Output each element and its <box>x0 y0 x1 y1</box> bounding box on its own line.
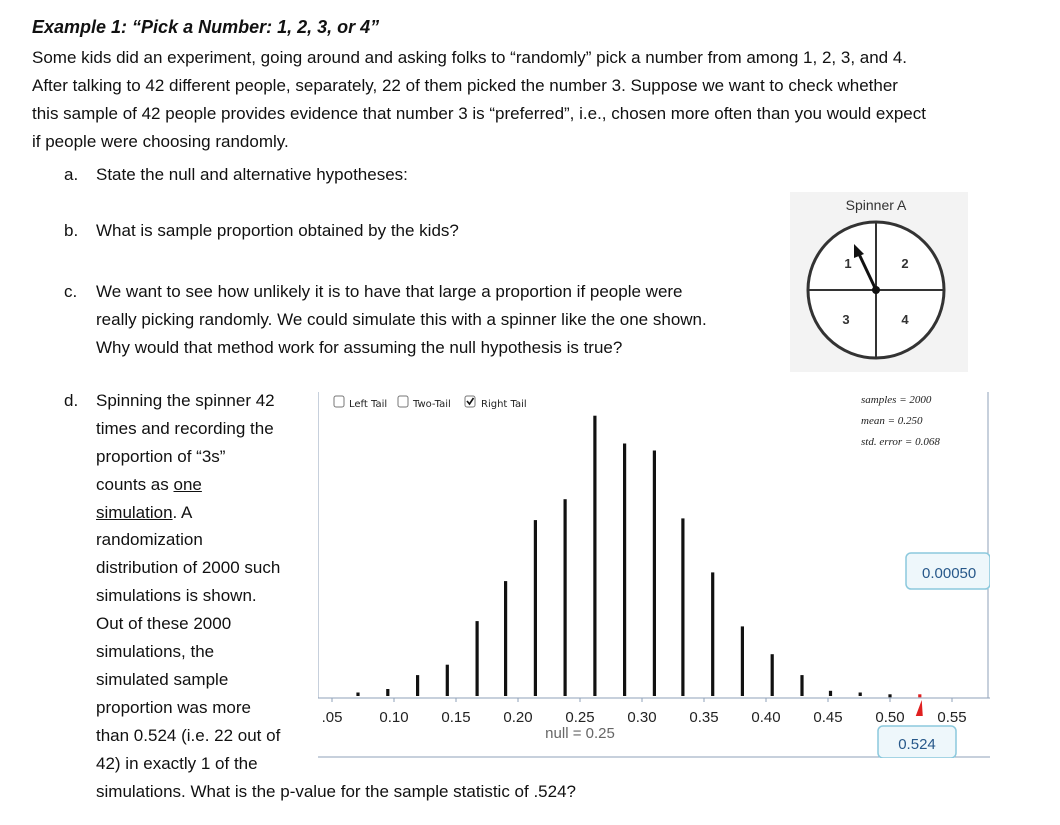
bar-0.071 <box>356 693 359 697</box>
x-tick-label: 0.10 <box>379 709 409 726</box>
intro-line-3: this sample of 42 people provides evidence that number 3 is “preferred”, i.e., chosen more often than you would expect <box>32 104 926 123</box>
bar-0.429 <box>800 675 803 696</box>
x-axis-ticks <box>322 698 967 726</box>
tail-proportion-box[interactable] <box>906 553 990 589</box>
intro-line-4: if people were choosing randomly. <box>32 132 289 151</box>
bar-0.238 <box>564 499 567 696</box>
bar-0.333 <box>681 518 684 696</box>
two-tail-label: Two-Tail <box>413 399 451 410</box>
spinner-section-4: 4 <box>901 312 909 327</box>
question-c-line-3: Why would that method work for assuming the null hypothesis is true? <box>96 338 623 357</box>
question-a-text: State the null and alternative hypotheses: <box>96 165 408 184</box>
bar-0.452 <box>829 691 832 696</box>
spinner-graphic <box>790 192 968 372</box>
stat-samples: samples = 2000 <box>861 394 932 406</box>
intro-line-2: After talking to 42 different people, separately, 22 of them picked the number 3. Suppose we want to check whether <box>32 76 898 95</box>
left-tail-option[interactable] <box>334 396 387 410</box>
spinner-section-2: 2 <box>901 256 909 271</box>
two-tail-checkbox[interactable] <box>398 396 408 407</box>
right-tail-label: Right Tail <box>481 399 527 410</box>
question-d-line-7: distribution of 2000 such <box>96 558 281 577</box>
spinner-title: Spinner A <box>845 197 907 213</box>
question-c-line-1: We want to see how unlikely it is to have that large a proportion if people were <box>96 282 683 301</box>
bar-0.381 <box>741 626 744 696</box>
question-d-line-9: Out of these 2000 <box>96 614 232 633</box>
bar-0.476 <box>859 693 862 697</box>
x-tick-label: 0.15 <box>441 709 471 726</box>
cutoff-value: 0.524 <box>898 736 936 753</box>
simulation-underlined: simulation <box>96 503 173 522</box>
x-tick-label: 0.20 <box>503 709 533 726</box>
intro-line-1: Some kids did an experiment, going around and asking folks to “randomly” pick a number from among 1, 2, 3, and 4. <box>32 48 908 67</box>
x-tick-label: 0.25 <box>565 709 595 726</box>
x-tick-label: 0.50 <box>875 709 905 726</box>
left-tail-label: Left Tail <box>349 399 388 410</box>
question-b-marker: b. <box>64 221 79 240</box>
example-title: Example 1: “Pick a Number: 1, 2, 3, or 4” <box>32 17 380 37</box>
question-c-line-2: really picking randomly. We could simulate this with a spinner like the one shown. <box>96 310 707 329</box>
question-d-line-5 <box>96 503 192 523</box>
randomization-distribution-applet <box>318 390 990 758</box>
stat-mean: mean = 0.250 <box>861 415 923 427</box>
question-d-line-11: simulated sample <box>96 670 229 689</box>
question-d-line-14: 42) in exactly 1 of the <box>96 754 258 773</box>
null-label: null = 0.25 <box>545 725 615 742</box>
question-d-line-13: than 0.524 (i.e. 22 out of <box>96 726 281 745</box>
question-d-marker: d. <box>64 391 79 410</box>
question-b-text: What is sample proportion obtained by the kids? <box>96 221 459 240</box>
tail-proportion-value: 0.00050 <box>922 565 977 582</box>
bar-0.405 <box>771 654 774 696</box>
left-tail-checkbox[interactable] <box>334 396 344 407</box>
question-d-line-8: simulations is shown. <box>96 586 257 605</box>
bar-0.524 <box>918 694 921 697</box>
question-d-line-10: simulations, the <box>96 642 215 661</box>
question-d-line-12: proportion was more <box>96 698 251 717</box>
x-tick-label: 0.40 <box>751 709 781 726</box>
question-a-marker: a. <box>64 165 79 184</box>
question-d-line-6: randomization <box>96 530 203 549</box>
bar-0.357 <box>711 572 714 696</box>
x-tick-label: 0.30 <box>627 709 657 726</box>
dotplot-chart <box>318 390 990 758</box>
bar-0.143 <box>446 665 449 696</box>
bar-0.119 <box>416 675 419 696</box>
bar-0.262 <box>593 416 596 696</box>
bar-0.500 <box>888 694 891 697</box>
stat-std-error: std. error = 0.068 <box>861 436 940 448</box>
bars-group <box>356 416 921 698</box>
question-c-marker: c. <box>64 282 78 301</box>
bar-0.310 <box>653 451 656 697</box>
question-d-line-2: times and recording the <box>96 419 274 438</box>
x-tick-label: 0.45 <box>813 709 843 726</box>
bar-0.286 <box>623 444 626 697</box>
bar-0.095 <box>386 689 389 696</box>
bar-0.214 <box>534 520 537 696</box>
x-tick-label: .05 <box>321 709 343 726</box>
cutoff-marker[interactable] <box>916 700 923 716</box>
question-d-line-1: Spinning the spinner 42 <box>96 391 275 410</box>
question-d-line-15: simulations. What is the p-value for the sample statistic of .524? <box>96 782 577 801</box>
spinner-section-3: 3 <box>842 312 850 327</box>
cutoff-value-box[interactable] <box>878 726 956 758</box>
two-tail-option[interactable] <box>398 396 451 410</box>
x-tick-label: 0.35 <box>689 709 719 726</box>
question-d-line-3: proportion of “3s” <box>96 447 226 466</box>
bar-0.167 <box>476 621 479 696</box>
spinner-section-1: 1 <box>844 256 852 271</box>
right-tail-option[interactable] <box>465 396 527 410</box>
question-d-line-4-text: counts as <box>96 475 174 494</box>
question-d-line-4 <box>96 475 202 495</box>
one-underlined: one <box>173 475 202 494</box>
bar-0.190 <box>504 581 507 696</box>
x-tick-label: 0.55 <box>937 709 967 726</box>
spinner-figure <box>790 192 968 372</box>
question-d-line-5-text: . A <box>172 503 193 522</box>
